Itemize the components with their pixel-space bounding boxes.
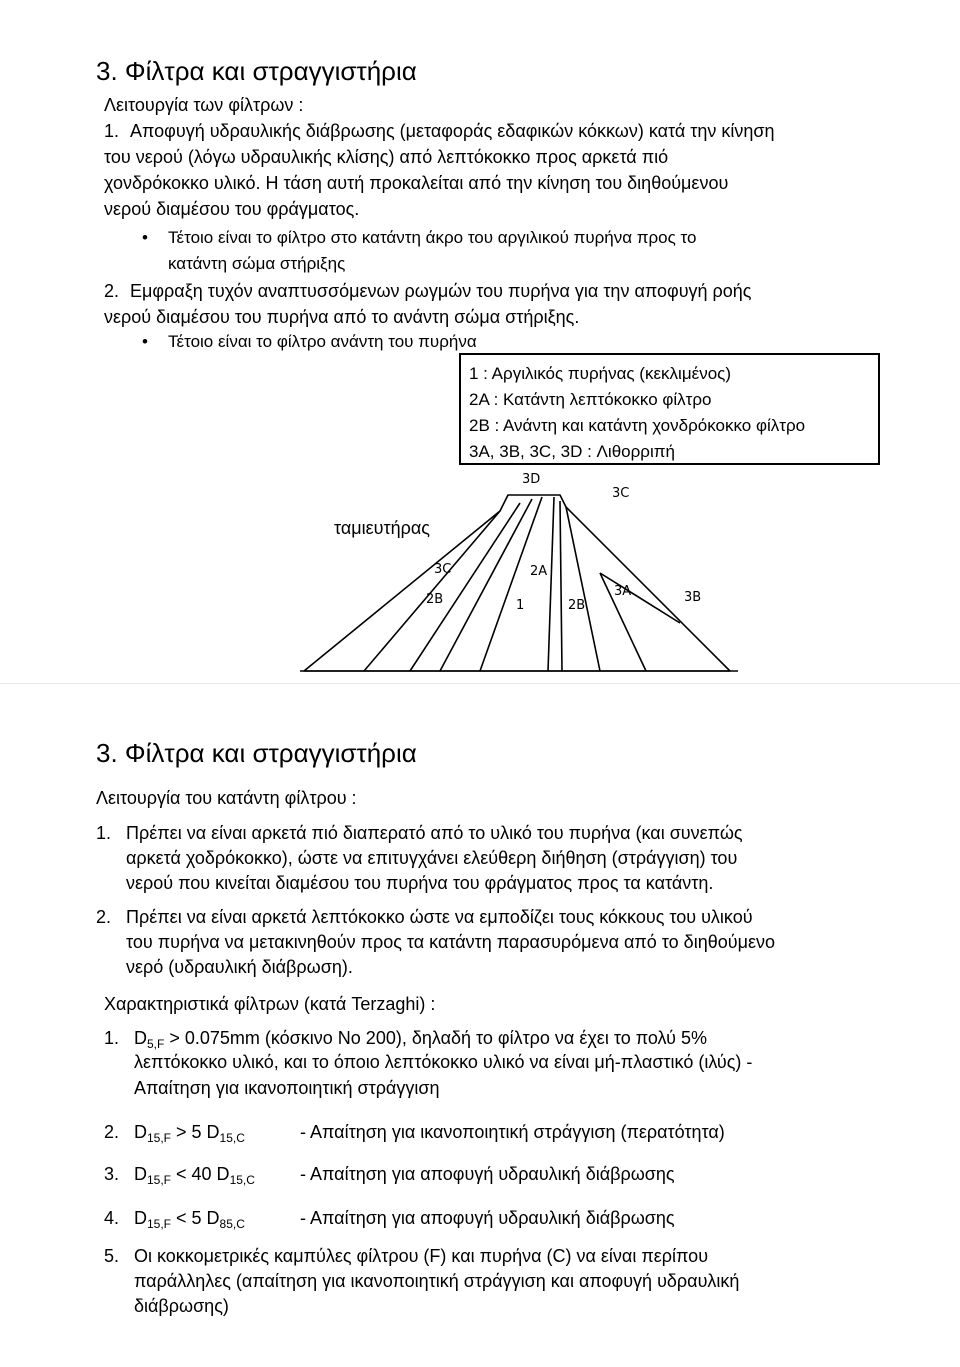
item-text-line: χονδρόκοκκο υλικό. Η τάση αυτή προκαλείται από την κίνηση του διηθούμενου [104, 173, 729, 193]
zone-legend-box [459, 353, 880, 465]
zone-label: 2A [530, 564, 548, 579]
criterion-number: 3. [104, 1164, 120, 1184]
slide-subtitle: Λειτουργία του κατάντη φίλτρου : [96, 788, 357, 808]
item-text-line: νερού που κινείται διαμέσου του πυρήνα του φράγματος προς τα κατάντη. [126, 873, 714, 893]
criterion-number: 2. [104, 1122, 120, 1142]
criterion-text-line: λεπτόκοκκο υλικό, και το όποιο λεπτόκοκκο υλικό να είναι μή-πλαστικό (ιλύς) - [134, 1052, 753, 1072]
zone-boundary [364, 511, 500, 671]
zone-boundary [410, 503, 520, 671]
bullet-text-line: Τέτοιο είναι το φίλτρο ανάντη του πυρήνα [168, 332, 477, 351]
criterion-text-line: Απαίτηση για ικανοποιητική στράγγιση [134, 1078, 440, 1098]
slide-downstream-filter [0, 684, 960, 1367]
criterion-number: 4. [104, 1208, 120, 1228]
criteria-heading: Χαρακτηριστικά φίλτρων (κατά Terzaghi) : [104, 994, 436, 1014]
criterion-formula: $D_{5,F} > 0.075mm$ (κόσκινο No 200), δηλαδή το φίλτρο να έχει το πολύ 5% [134, 1028, 707, 1051]
item-text-line: Πρέπει να είναι αρκετά πιό διαπερατό από το υλικό του πυρήνα (και συνεπώς [126, 823, 743, 843]
zone-label: 2B [426, 592, 444, 607]
legend-item: 3Α, 3Β, 3C, 3D : Λιθορριπή [469, 442, 675, 461]
criterion-text-line: διάβρωσης) [134, 1296, 229, 1316]
criterion-text-line: παράλληλες (απαίτηση για ικανοποιητική στράγγιση και αποφυγή υδραυλική [134, 1271, 740, 1291]
slide-title: 3. Φίλτρα και στραγγιστήρια [96, 56, 417, 86]
bullet-text-line: Τέτοιο είναι το φίλτρο στο κατάντη άκρο του αργιλικού πυρήνα προς το [168, 228, 697, 247]
item-number: 2. [104, 281, 120, 301]
legend-item: 1 : Αργιλικός πυρήνας (κεκλιμένος) [469, 364, 732, 383]
criterion-formula: $D_{15,F} < 5$ $D_{85,C}$ [134, 1208, 245, 1231]
zone-label: 3A [614, 584, 632, 599]
item-text-line: νερού διαμέσου του φράγματος. [104, 199, 360, 219]
criterion-number: 5. [104, 1246, 120, 1266]
zone-boundary [560, 501, 562, 671]
criterion-description: - Απαίτηση για αποφυγή υδραυλική διάβρωσης [300, 1208, 675, 1228]
item-text-line: νερού διαμέσου του πυρήνα από το ανάντη σώμα στήριξης. [104, 307, 580, 327]
core-boundary [548, 497, 554, 671]
zone-boundary [440, 499, 532, 671]
criterion-text-line: Οι κοκκομετρικές καμπύλες φίλτρου (F) και πυρήνα (C) να είναι περίπου [134, 1246, 709, 1266]
criterion-description: - Απαίτηση για ικανοποιητική στράγγιση (περατότητα) [300, 1122, 725, 1142]
item-number: 1. [104, 121, 120, 141]
item-number: 2. [96, 907, 112, 927]
item-text-line: αρκετά χοδρόκοκκο), ώστε να επιτυγχάνει ελεύθερη διήθηση (στράγγιση) του [126, 848, 738, 868]
legend-item: 2Β : Ανάντη και κατάντη χονδρόκοκκο φίλτρο [469, 416, 806, 435]
slide-title: 3. Φίλτρα και στραγγιστήρια [96, 738, 417, 768]
item-text-line: νερό (υδραυλική διάβρωση). [126, 957, 353, 977]
reservoir-label: ταμιευτήρας [334, 518, 430, 538]
item-text-line: του νερού (λόγω υδραυλικής κλίσης) από λεπτόκοκκο προς αρκετά πιό [104, 147, 669, 167]
criterion-formula: $D_{15,F} < 40$ $D_{15,C}$ [134, 1164, 255, 1187]
zone-label: 3C [434, 562, 452, 577]
dam-cross-section-diagram [300, 463, 740, 678]
zone-label: 2B [568, 598, 586, 613]
item-text-line: Πρέπει να είναι αρκετά λεπτόκοκκο ώστε να εμποδίζει τους κόκκους του υλικού [126, 907, 753, 927]
item-number: 1. [96, 823, 112, 843]
criterion-description: - Απαίτηση για αποφυγή υδραυλική διάβρωσης [300, 1164, 675, 1184]
slide-subtitle: Λειτουργία των φίλτρων : [104, 95, 304, 115]
bullet-symbol: • [142, 228, 148, 247]
item-text-line: Αποφυγή υδραυλικής διάβρωσης (μεταφοράς εδαφικών κόκκων) κατά την κίνηση [130, 121, 775, 141]
zone-label: 1 [516, 598, 525, 613]
dam-outline [304, 495, 730, 671]
zone-label: 3C [612, 486, 630, 501]
zone-boundary [566, 507, 600, 671]
legend-item: 2Α : Κατάντη λεπτόκοκκο φίλτρο [469, 390, 712, 409]
zone-label: 3B [684, 590, 702, 605]
bullet-symbol: • [142, 332, 148, 351]
bullet-text-line: κατάντη σώμα στήριξης [168, 254, 346, 273]
item-text-line: Εμφραξη τυχόν αναπτυσσόμενων ρωγμών του πυρήνα για την αποφυγή ροής [130, 281, 752, 301]
slide-filters-function [0, 0, 960, 683]
item-text-line: του πυρήνα να μετακινηθούν προς τα κατάντη παρασυρόμενα από το διηθούμενο [126, 932, 775, 952]
criterion-formula: $D_{15,F} > 5$ $D_{15,C}$ [134, 1122, 245, 1145]
zone-label: 3D [522, 472, 541, 487]
criterion-number: 1. [104, 1028, 120, 1048]
